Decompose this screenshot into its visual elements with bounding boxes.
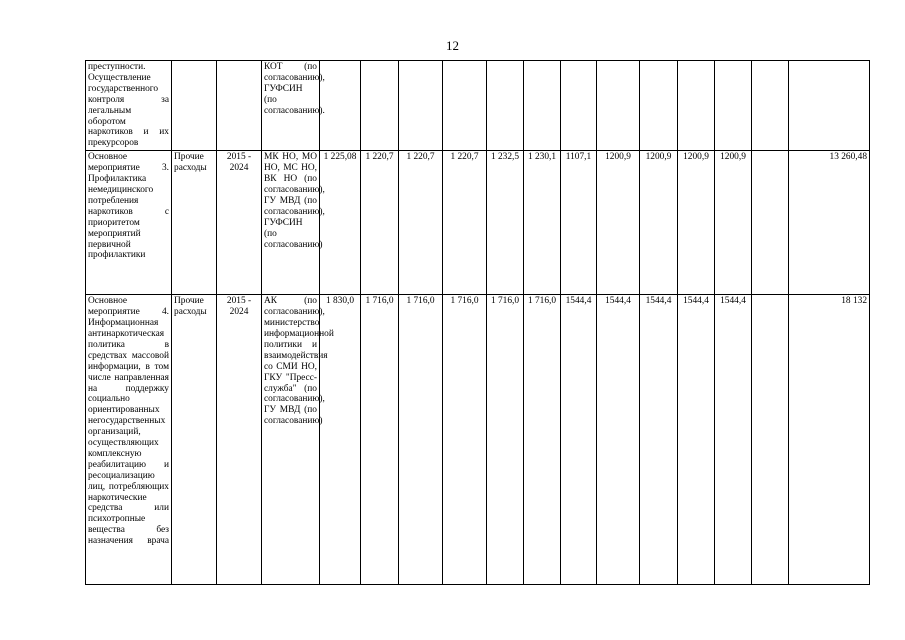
year-value-cell: 1200,9: [597, 151, 640, 295]
table-row: [86, 151, 870, 295]
program-budget-table: [85, 60, 870, 585]
measure-name-cell: Основное мероприятие 3. Профилактика немедицинского потребления наркотиков с приоритетом мероприятий первичной профилактики: [86, 151, 172, 295]
year-value-cell: [752, 295, 789, 585]
year-value-cell: [752, 61, 789, 151]
funding-source-cell: [172, 61, 217, 151]
year-value-cell: [320, 61, 361, 151]
year-value-cell: 1 220,7: [443, 151, 487, 295]
period-cell: 2015 - 2024: [217, 151, 262, 295]
executors-cell: КОТ (по согласованию), ГУФСИН (по согласованию).: [262, 61, 320, 151]
year-value-cell: 1 716,0: [361, 295, 399, 585]
executors-cell: МК НО, МО НО, МС НО, ВК НО (по согласованию), ГУ МВД (по согласованию), ГУФСИН (по согласованию): [262, 151, 320, 295]
year-value-cell: 1200,9: [640, 151, 678, 295]
year-value-cell: [399, 61, 443, 151]
year-value-cell: 1544,4: [561, 295, 597, 585]
year-value-cell: 1 716,0: [524, 295, 561, 585]
total-cell: 13 260,48: [789, 151, 870, 295]
year-value-cell: [361, 61, 399, 151]
year-value-cell: [597, 61, 640, 151]
page-number: 12: [446, 38, 459, 53]
measure-name-cell: преступности. Осуществление государственного контроля за легальным оборотом наркотиков и их прекурсоров: [86, 61, 172, 151]
measure-name-cell: Основное мероприятие 4. Информационная антинаркотическая политика в средствах массовой информации, в том числе направленная на поддержку социально ориентированных негосударственных организаций, осуществляющих комплексную реабилитацию и ресоциализацию лиц, потребляющих наркотические средства или психотропные вещества без назначения врача: [86, 295, 172, 585]
year-value-cell: 1544,4: [640, 295, 678, 585]
period-cell: [217, 61, 262, 151]
year-value-cell: 1 230,1: [524, 151, 561, 295]
year-value-cell: [640, 61, 678, 151]
year-value-cell: [487, 61, 524, 151]
year-value-cell: [678, 61, 715, 151]
table-row: [86, 61, 870, 151]
period-cell: 2015 - 2024: [217, 295, 262, 585]
table-row: [86, 295, 870, 585]
total-cell: [789, 61, 870, 151]
year-value-cell: 1200,9: [715, 151, 752, 295]
year-value-cell: 1544,4: [597, 295, 640, 585]
year-value-cell: [561, 61, 597, 151]
year-value-cell: [443, 61, 487, 151]
year-value-cell: [752, 151, 789, 295]
executors-cell: АК (по согласованию), министерство информационной политики и взаимодействия со СМИ НО, ГКУ "Пресс-служба" (по согласованию), ГУ МВД (по согласованию): [262, 295, 320, 585]
year-value-cell: 1 716,0: [399, 295, 443, 585]
funding-source-cell: Прочие расходы: [172, 151, 217, 295]
year-value-cell: [524, 61, 561, 151]
year-value-cell: 1 830,0: [320, 295, 361, 585]
year-value-cell: [715, 61, 752, 151]
total-cell: 18 132: [789, 295, 870, 585]
year-value-cell: 1 220,7: [399, 151, 443, 295]
year-value-cell: 1 716,0: [487, 295, 524, 585]
year-value-cell: 1 716,0: [443, 295, 487, 585]
year-value-cell: 1 220,7: [361, 151, 399, 295]
year-value-cell: 1107,1: [561, 151, 597, 295]
year-value-cell: 1 225,08: [320, 151, 361, 295]
year-value-cell: 1200,9: [678, 151, 715, 295]
year-value-cell: 1 232,5: [487, 151, 524, 295]
year-value-cell: 1544,4: [678, 295, 715, 585]
funding-source-cell: Прочие расходы: [172, 295, 217, 585]
year-value-cell: 1544,4: [715, 295, 752, 585]
